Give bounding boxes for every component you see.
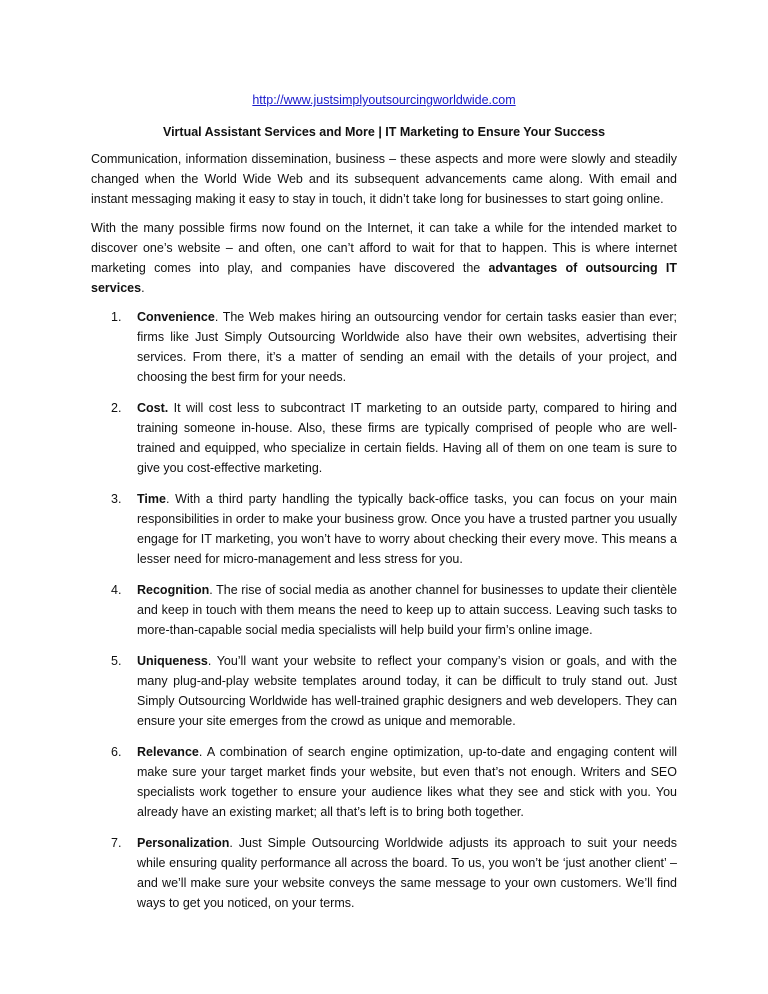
url-line xyxy=(91,92,677,109)
item-number: 6. xyxy=(111,745,122,759)
benefits-list xyxy=(91,307,677,913)
item-term: Convenience xyxy=(137,310,215,324)
item-number: 1. xyxy=(111,310,122,324)
item-number: 4. xyxy=(111,583,122,597)
item-text: It will cost less to subcontract IT marketing to an outside party, compared to hiring and training someone in-house. Also, these firms are typically comprised of people who are well-trained and equipped, who specialize in certain fields. Having all of them on one team is sure to give you cost-effective marketing. xyxy=(137,401,677,475)
list-item xyxy=(91,489,677,569)
item-number: 5. xyxy=(111,654,122,668)
item-term: Relevance xyxy=(137,745,199,759)
item-text: . You’ll want your website to reflect your company’s vision or goals, and with the many plug-and-play website templates around today, it can be difficult to truly stand out. Just Simply Outsourcing Worldwide has well-trained graphic designers and web developers. They can ensure your site emerges from the crowd as unique and memorable. xyxy=(137,654,677,728)
intro-paragraph-2-text: With the many possible firms now found on the Internet, it can take a while for the intended market to discover one’s website – and often, one can’t afford to wait for that to happen. This is where internet marketing comes into play, and companies have discovered the xyxy=(91,221,677,275)
list-item xyxy=(91,833,677,913)
document-title: Virtual Assistant Services and More | IT Marketing to Ensure Your Success xyxy=(162,125,606,139)
list-item xyxy=(91,580,677,640)
item-text: . The Web makes hiring an outsourcing vendor for certain tasks easier than ever; firms like Just Simply Outsourcing Worldwide also have their own websites, advertising their services. From there, it’s a matter of sending an email with the details of your project, and choosing the best firm for your needs. xyxy=(137,310,677,384)
item-number: 2. xyxy=(111,401,122,415)
intro-paragraph-2-end: . xyxy=(141,281,145,295)
item-number: 7. xyxy=(111,836,122,850)
item-text: . The rise of social media as another channel for businesses to update their clientèle and keep in touch with them means the need to keep up to attain success. Leaving such tasks to more-than-capable social media specialists will help build your firm’s online image. xyxy=(137,583,677,637)
list-item xyxy=(91,742,677,822)
item-term: Recognition xyxy=(137,583,210,597)
item-text: . With a third party handling the typically back-office tasks, you can focus on your main responsibilities in order to make your business grow. Once you have a trusted partner you usually engage for IT marketing, you won’t have to worry about checking their every move. This means a lesser need for micro-management and less stress for you. xyxy=(137,492,677,566)
item-text: . Just Simple Outsourcing Worldwide adjusts its approach to suit your needs while ensuring quality performance all across the board. To us, you won’t be ‘just another client’ – and we’ll make sure your website conveys the same message to your own customers. We’ll find ways to get you noticed, on your terms. xyxy=(137,836,677,910)
intro-paragraph-1: Communication, information dissemination, business – these aspects and more were slowly and steadily changed when the World Wide Web and its subsequent advancements came along. With email and instant messaging making it easy to stay in touch, it didn’t take long for businesses to start going online. xyxy=(91,152,677,206)
intro-paragraph-2 xyxy=(91,218,677,298)
list-item xyxy=(91,307,677,387)
list-item xyxy=(91,398,677,478)
item-term: Uniqueness xyxy=(137,654,208,668)
website-link[interactable]: http://www.justsimplyoutsourcingworldwide.com xyxy=(252,93,516,107)
intro-paragraph-2-bold: advantages of outsourcing IT services xyxy=(91,261,678,295)
item-term: Cost. xyxy=(137,401,169,415)
item-term: Time xyxy=(137,492,166,506)
list-item xyxy=(91,651,677,731)
item-text: . A combination of search engine optimization, up-to-date and engaging content will make sure your target market finds your website, but even that’s not enough. Writers and SEO specialists work together to ensure your audience likes what they see and stick with you. You already have an existing market; all that’s left is to bring both together. xyxy=(137,745,677,819)
item-number: 3. xyxy=(111,492,122,506)
item-term: Personalization xyxy=(137,836,230,850)
